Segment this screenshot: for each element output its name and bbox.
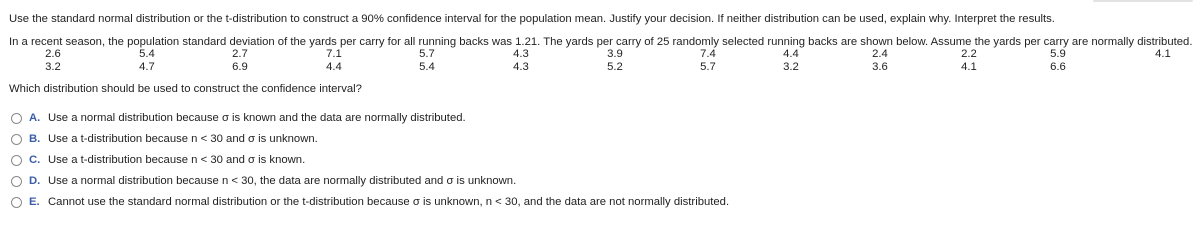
data-cell: 5.7 — [419, 48, 435, 60]
option-b[interactable] — [11, 131, 318, 147]
option-letter: C. — [29, 154, 41, 166]
option-letter: B. — [29, 133, 41, 145]
radio-button-icon[interactable] — [11, 113, 22, 124]
option-label: Use a normal distribution because n < 30, the data are normally distributed and σ is unknown. — [48, 175, 517, 187]
data-cell: 2.4 — [872, 48, 888, 60]
data-row-2 — [0, 61, 1200, 74]
data-cell: 4.1 — [961, 61, 977, 73]
option-label: Use a normal distribution because σ is known and the data are normally distributed. — [48, 112, 466, 124]
data-cell: 4.1 — [1155, 48, 1171, 60]
data-cell: 6.6 — [1050, 61, 1066, 73]
question-text: Which distribution should be used to construct the confidence interval? — [9, 83, 362, 95]
option-d[interactable] — [11, 173, 516, 189]
radio-button-icon[interactable] — [11, 197, 22, 208]
data-cell: 5.9 — [1050, 48, 1066, 60]
data-cell: 4.4 — [326, 61, 342, 73]
option-a[interactable] — [11, 110, 466, 126]
radio-button-icon[interactable] — [11, 176, 22, 187]
option-letter: E. — [29, 196, 40, 208]
data-cell: 5.4 — [419, 61, 435, 73]
data-cell: 2.7 — [232, 48, 248, 60]
data-table — [0, 48, 1200, 74]
data-cell: 2.2 — [961, 48, 977, 60]
data-cell: 4.4 — [783, 48, 799, 60]
problem-statement: In a recent season, the population standard deviation of the yards per carry for all running backs was 1.21. The yards per carry of 25 randomly selected running backs are shown below. Assume the yards per carry are normally distributed. — [9, 36, 1193, 48]
radio-button-icon[interactable] — [11, 134, 22, 145]
option-label: Use a t-distribution because n < 30 and σ is unknown. — [48, 133, 318, 145]
option-letter: D. — [29, 175, 41, 187]
data-cell: 4.7 — [139, 61, 155, 73]
data-cell: 6.9 — [232, 61, 248, 73]
data-cell: 3.2 — [783, 61, 799, 73]
data-cell: 3.2 — [45, 61, 61, 73]
data-cell: 7.4 — [700, 48, 716, 60]
data-cell: 4.3 — [513, 61, 529, 73]
horizontal-scrollbar[interactable] — [1093, 0, 1193, 2]
option-letter: A. — [29, 112, 41, 124]
data-row-1 — [0, 48, 1200, 61]
option-c[interactable] — [11, 152, 305, 168]
instruction-text: Use the standard normal distribution or the t-distribution to construct a 90% confidence interval for the population mean. Justify your decision. If neither distribution can be used, explain why. Interpret the results. — [9, 13, 1055, 25]
data-cell: 7.1 — [326, 48, 342, 60]
data-cell: 3.9 — [607, 48, 623, 60]
top-border — [0, 0, 1200, 3]
radio-button-icon[interactable] — [11, 155, 22, 166]
data-cell: 3.6 — [872, 61, 888, 73]
data-cell: 5.2 — [607, 61, 623, 73]
data-cell: 4.3 — [513, 48, 529, 60]
data-cell: 5.7 — [700, 61, 716, 73]
option-label: Use a t-distribution because n < 30 and σ is known. — [48, 154, 306, 166]
option-label: Cannot use the standard normal distribution or the t-distribution because σ is unknown, n < 30, and the data are not normally distributed. — [48, 196, 730, 208]
option-e[interactable] — [11, 194, 729, 210]
data-cell: 2.6 — [45, 48, 61, 60]
data-cell: 5.4 — [139, 48, 155, 60]
